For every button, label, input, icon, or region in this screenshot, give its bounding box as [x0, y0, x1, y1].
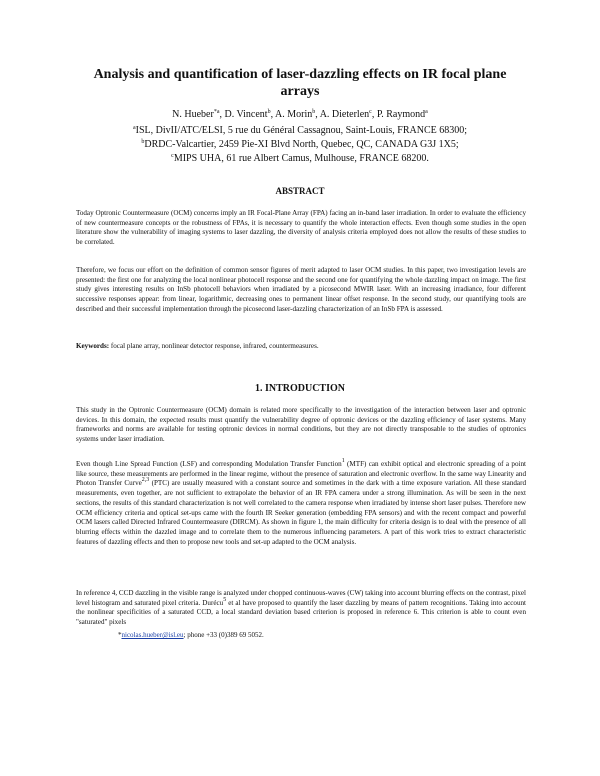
text-run: In reference 4, CCD dazzling in the visible range is analyzed under chopped continuous-waves (CW) taking into account blurring effects on the contrast, pixel level histogram and saturated pixel criteria. Durécu: [76, 589, 526, 607]
affiliation-mark: a: [132, 125, 136, 131]
affiliation-text: MIPS UHA, 61 rue Albert Camus, Mulhouse, FRANCE 68200.: [173, 153, 429, 164]
author-name: , P. Raymond: [371, 109, 426, 120]
footnote: [118, 631, 538, 640]
author-affiliation-mark: a: [425, 109, 428, 115]
author-affiliation-mark: b: [267, 109, 271, 115]
citation-ref[interactable]: 1: [341, 458, 345, 464]
intro-paragraph-2: [76, 460, 526, 547]
author-list: [60, 108, 540, 122]
text-run: Even though Line Spread Function (LSF) and corresponding Modulation Transfer Function: [76, 460, 342, 468]
author-name: , A. Dieterlen: [315, 109, 370, 120]
affiliation-line: [60, 124, 540, 138]
keywords-label: Keywords:: [76, 342, 110, 350]
intro-paragraph-1: This study in the Optronic Countermeasure (OCM) domain is related more specifically to the investigation of the interaction between laser and optronic devices. In this domain, the expected results must quantify the vulnerability degree of optronic devices or the dazzling efficiency of laser systems. Many frameworks and norms are available for testing optronic devices in normal conditions, but they are not directly transposable to the studies of optronics systems under laser irradiation.: [76, 406, 526, 444]
title-line-1: Analysis and quantification of laser-dazzling effects on IR focal plane: [93, 67, 507, 82]
text-run: (MTF) can exhibit optical and electronic spreading of a point like source, these measurements are performed in the linear regime, without the presence of saturation and electronic overflow. In the same way Linearity and Photon Transfer Curve: [76, 460, 526, 488]
author-affiliation-mark: *a: [213, 109, 220, 115]
affiliation-mark: b: [141, 139, 145, 145]
footnote-text: ; phone +33 (0)389 69 5052.: [183, 631, 264, 639]
author-name: , D. Vincent: [219, 109, 268, 120]
keywords-text: focal plane array, nonlinear detector response, infrared, countermeasures.: [109, 342, 319, 350]
affiliation-text: ISL, DivII/ATC/ELSI, 5 rue du Général Cassagnou, Saint-Louis, FRANCE 68300;: [135, 125, 468, 136]
abstract-paragraph-2: Therefore, we focus our effort on the definition of common sensor figures of merit adapted to laser OCM studies. In this paper, two investigation levels are presented: the first one for analyzing the local nonlinear photocell response and the second one for quantifying the whole dazzling impact on image. The first study gives interesting results on InSb photocell behaviors when irradiated by a picosecond MWIR laser. With an increasing irradiance, four different successive responses appear: from linear, logarithmic, decreasing ones to permanent linear offset response. In the second study, our quantifying tools are described and their successful implementation through the picosecond laser-dazzling characterization of an InSb FPA is assessed.: [76, 266, 526, 313]
keywords: [76, 342, 526, 352]
affiliation-line: [60, 152, 540, 166]
footnote-mark: *: [118, 631, 122, 639]
author-affiliation-mark: b: [312, 109, 316, 115]
author-affiliation-mark: c: [369, 109, 372, 115]
author-name: , A. Morin: [270, 109, 313, 120]
author-name: N. Hueber: [172, 109, 214, 120]
citation-ref[interactable]: 2,3: [141, 477, 150, 484]
section-heading-introduction: 1. INTRODUCTION: [254, 383, 345, 394]
abstract-heading: ABSTRACT: [275, 186, 325, 196]
intro-paragraph-3: [76, 589, 526, 628]
citation-ref[interactable]: 5: [223, 596, 227, 603]
affiliation-mark: c: [171, 153, 174, 159]
footnote-email-link[interactable]: nicolas.hueber@isl.eu: [121, 631, 184, 639]
text-run: et al have proposed to quantify the laser dazzling by means of pattern recognitions. Taking into account the nonlinear specificities of a saturated CCD, a local standard deviation based criterion is proposed in reference 6. This criterion is able to count even "saturated" pixels: [76, 598, 527, 627]
affiliations: [60, 124, 540, 166]
affiliation-line: [60, 138, 540, 152]
paper-title: [60, 66, 540, 100]
affiliation-text: DRDC-Valcartier, 2459 Pie-XI Blvd North, Quebec, QC, CANADA G3J 1X5;: [144, 139, 459, 150]
title-line-2: arrays: [280, 84, 320, 99]
text-run: (PTC) are usually measured with a constant source and sometimes in the dark with a time exposure variation. All these standard measurements, even together, are not sufficient to extrapolate the behavior of an IR FPA camera under a strong illumination. As will be seen in the next sections, the results of this standard characterization is not well correlated to the camera response when irradiated by intense short laser pulses. Therefore new OCM efficiency criteria and optical set-ups came with the fourth IR Seeker generation (embedding FPA sensors) and with the recent compact and powerful OCM lasers called Directed Infrared Countermeasure (DIRCM). As shown in figure 1, the main difficulty for criteria design is to deal with the presence of all blurring effects within the dazzled image and to correlate them to the numerous influencing parameters. A part of this work tries to extract characteristic features of dazzling effects and then to propose new tools and set-up adapted to the OCM analysis.: [76, 479, 526, 546]
abstract-paragraph-1: Today Optronic Countermeasure (OCM) concerns imply an IR Focal-Plane Array (FPA) facing an in-band laser irradiation. In order to evaluate the efficiency of new countermeasure concepts or the robustness of FPAs, it is necessary to quantify the whole interaction effects. Even though some studies in the open literature show the vulnerability of imaging systems to laser dazzling, the diversity of analysis criteria employed does not allow the results of these studies to be correlated.: [76, 209, 526, 247]
